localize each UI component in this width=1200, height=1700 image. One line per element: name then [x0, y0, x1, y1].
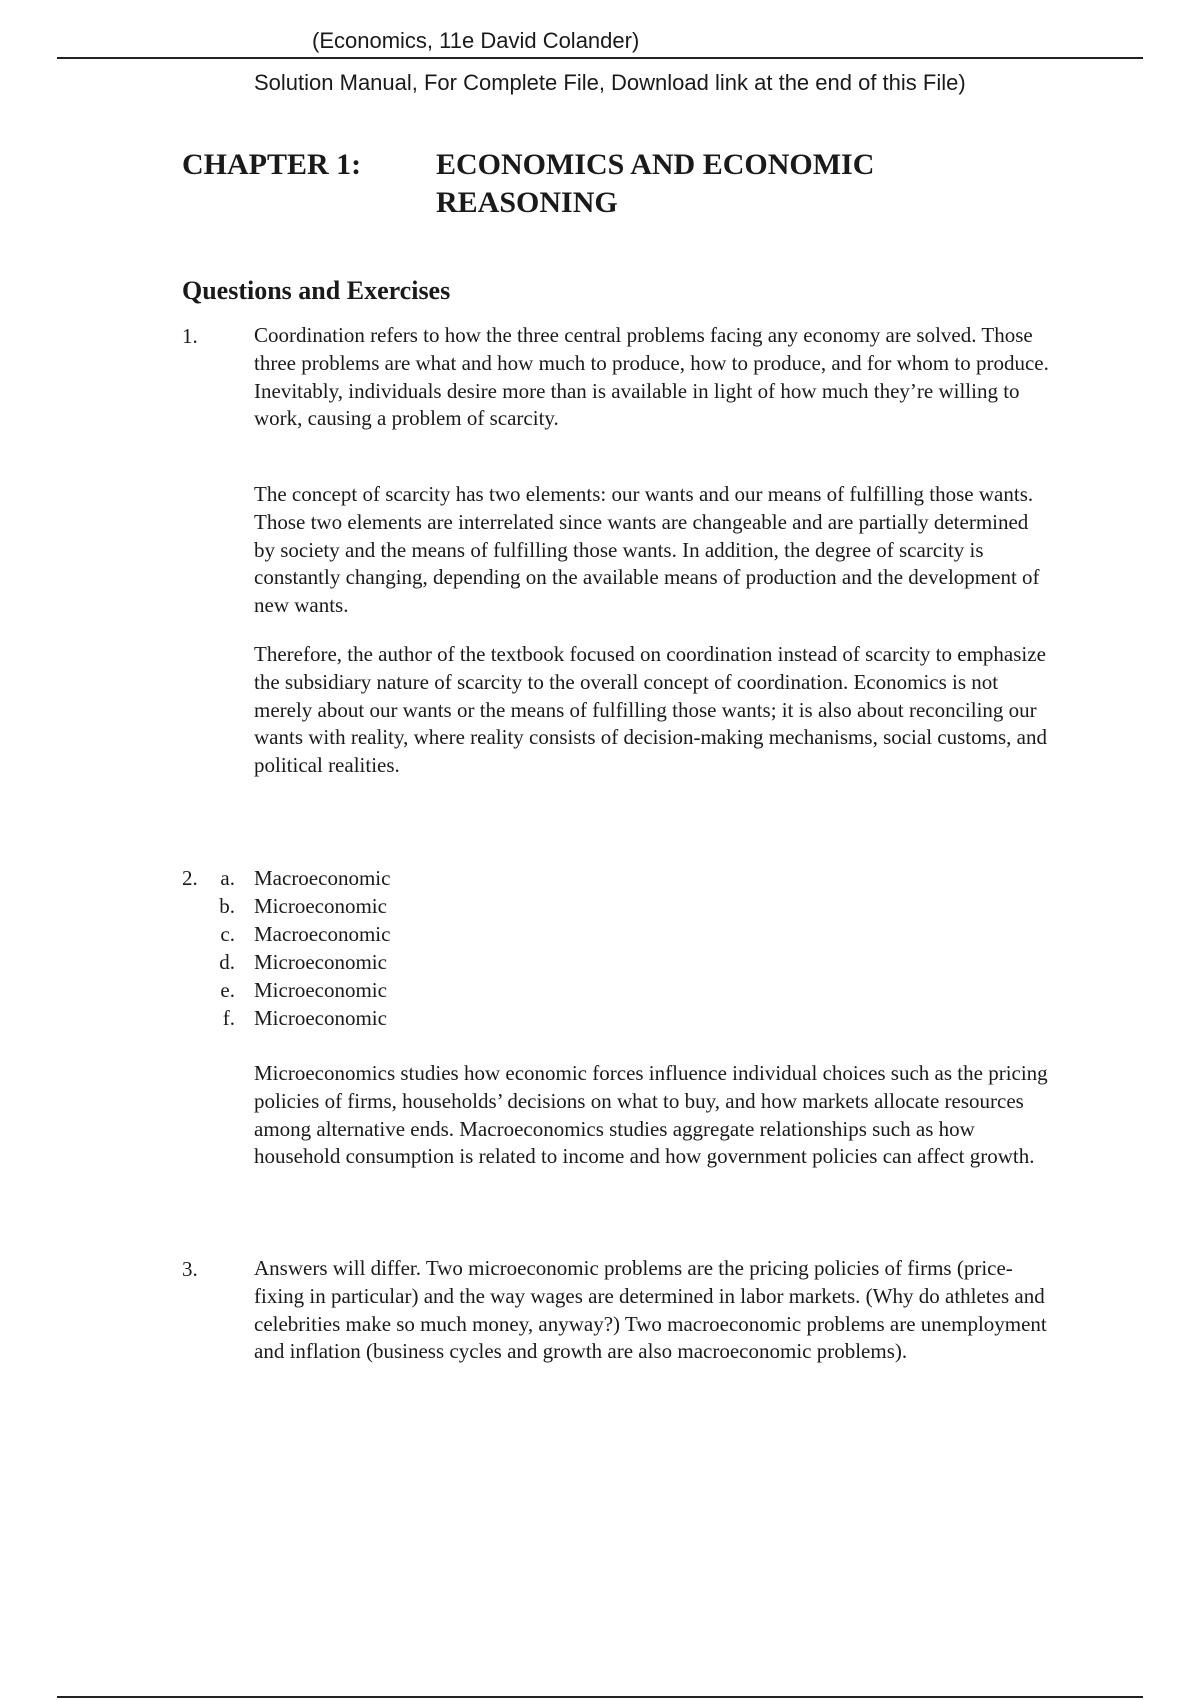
list-item-letter: a. — [220, 866, 235, 890]
list-item-text: Microeconomic — [254, 950, 387, 974]
question-1-paragraph-1: Coordination refers to how the three central problems facing any economy are solved. Those three problems are what and how much to produce, how to produce, and for whom to produce. Inevitably, individuals desire more than is available in light of how much they’re willing to work, causing a problem of scarcity. — [254, 323, 1049, 431]
header-book-title: (Economics, 11e David Colander) — [312, 28, 640, 53]
list-item-text: Microeconomic — [254, 1006, 387, 1030]
question-number: 2. — [182, 866, 198, 890]
list-item-letter: b. — [219, 894, 235, 918]
question-number: 1. — [182, 324, 198, 348]
question-1-paragraph-3: Therefore, the author of the textbook focused on coordination instead of scarcity to emphasize the subsidiary nature of scarcity to the overall concept of coordination. Economics is not merely about our wants or the means of fulfilling those wants; it is also about reconciling our wants with reality, where reality consists of decision-making mechanisms, social customs, and political realities. — [254, 642, 1047, 778]
list-item-letter: c. — [220, 922, 235, 946]
header-download-note: Solution Manual, For Complete File, Download link at the end of this File) — [254, 70, 966, 95]
list-item-letter: e. — [220, 978, 235, 1002]
footer-rule — [57, 1696, 1143, 1698]
question-number: 3. — [182, 1257, 198, 1281]
list-item-text: Macroeconomic — [254, 922, 391, 946]
list-item-text: Microeconomic — [254, 894, 387, 918]
list-item-letter: d. — [219, 950, 235, 974]
section-heading: Questions and Exercises — [182, 276, 451, 305]
list-item-text: Macroeconomic — [254, 866, 391, 890]
list-item-text: Microeconomic — [254, 978, 387, 1002]
chapter-title: ECONOMICS AND ECONOMIC REASONING — [436, 148, 875, 219]
list-item-letter: f. — [222, 1006, 235, 1030]
header-rule — [57, 57, 1143, 59]
question-2-paragraph-1: Microeconomics studies how economic forces influence individual choices such as the pricing policies of firms, households’ decisions on what to buy, and how markets allocate resources among alternative ends. Macroeconomics studies aggregate relationships such as how household consumption is related to income and how government policies can affect growth. — [254, 1061, 1048, 1169]
question-3-paragraph-1: Answers will differ. Two microeconomic problems are the pricing policies of firms (price-fixing in particular) and the way wages are determined in labor markets. (Why do athletes and celebrities make so much money, anyway?) Two macroeconomic problems are unemployment and inflation (business cycles and growth are also macroeconomic problems). — [254, 1256, 1047, 1364]
question-1-paragraph-2: The concept of scarcity has two elements: our wants and our means of fulfilling those wants. Those two elements are interrelated since wants are changeable and are partially determined by society and the means of fulfilling those wants. In addition, the degree of scarcity is constantly changing, depending on the available means of production and the development of new wants. — [254, 482, 1040, 618]
chapter-label: CHAPTER 1: — [182, 148, 362, 181]
